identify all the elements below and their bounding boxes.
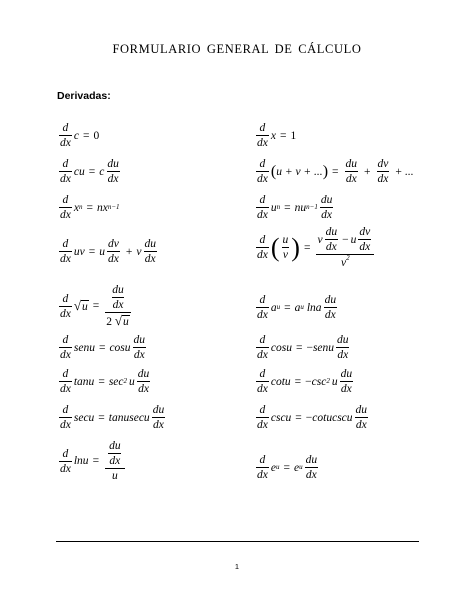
term: e — [270, 461, 276, 474]
denominator: dx — [305, 469, 317, 482]
formula-derivative-cosine — [254, 334, 352, 361]
term: 1 — [290, 129, 297, 142]
equals-sign: = — [88, 245, 96, 258]
numerator — [108, 284, 128, 312]
denominator: dx — [377, 173, 389, 186]
term: tanu — [73, 375, 95, 388]
derivative-fraction — [345, 158, 359, 185]
denominator: dx — [107, 253, 119, 266]
numerator: du — [337, 334, 349, 346]
derivative-fraction — [106, 158, 120, 185]
term: cosu — [109, 341, 131, 354]
minus-sign: − — [306, 341, 313, 354]
denominator: dx — [257, 209, 268, 222]
equals-sign: = — [92, 455, 100, 468]
term: cosu — [270, 341, 292, 354]
denominator — [316, 254, 374, 269]
exponent: u — [300, 302, 304, 311]
numerator: du — [144, 238, 156, 250]
denominator: dx — [355, 419, 367, 432]
operator-fraction — [256, 368, 269, 395]
exponent: u — [299, 462, 303, 471]
numerator: d — [259, 294, 266, 306]
numerator: d — [62, 158, 69, 170]
minus-sign: − — [305, 411, 313, 424]
equals-sign: = — [98, 341, 106, 354]
term: lnu — [73, 455, 89, 468]
operator-fraction — [59, 368, 72, 395]
term: uv — [73, 245, 85, 258]
denominator: dx — [257, 349, 268, 362]
numerator: du — [133, 334, 146, 346]
term: senu — [312, 341, 335, 354]
denominator: dx — [60, 307, 71, 320]
minus-sign: − — [305, 375, 312, 388]
left-paren: ( — [270, 232, 280, 262]
denominator — [105, 312, 131, 328]
operator-fraction — [59, 238, 72, 265]
page-number: 1 — [234, 562, 240, 571]
denominator: dx — [257, 383, 268, 396]
term: sec — [108, 375, 124, 388]
denominator: dx — [133, 349, 145, 362]
term: u — [129, 375, 135, 388]
equals-sign: = — [98, 375, 105, 388]
denominator: dx — [257, 249, 268, 261]
term: v — [341, 256, 347, 269]
equals-sign: = — [332, 165, 339, 178]
exponent: u — [276, 302, 281, 311]
denominator: dx — [257, 173, 268, 186]
operator-fraction — [256, 194, 269, 221]
equals-sign: = — [82, 129, 90, 142]
denominator: dx — [345, 173, 357, 186]
numerator: d — [259, 454, 266, 466]
quotient-rule-fraction — [316, 226, 374, 269]
denominator: dx — [321, 209, 333, 222]
term: u — [99, 245, 105, 258]
plus-sign: + — [364, 165, 371, 178]
numerator: du — [340, 368, 353, 380]
formula-derivative-constant-multiple — [57, 158, 122, 185]
formula-derivative-cosecant — [254, 404, 370, 431]
numerator: du — [355, 404, 368, 416]
numerator: d — [62, 238, 69, 250]
equals-sign: = — [295, 411, 302, 424]
term: c — [73, 129, 79, 142]
equals-sign: = — [98, 411, 105, 424]
denominator: dx — [325, 241, 337, 254]
term: + ... — [395, 165, 414, 178]
term: x — [270, 129, 276, 142]
term: 2 — [106, 316, 112, 329]
term: cotu — [270, 375, 291, 388]
denominator: dx — [257, 137, 268, 150]
operator-fraction — [59, 293, 72, 320]
operator-fraction — [256, 234, 269, 261]
numerator: dv — [359, 226, 371, 238]
numerator: d — [259, 194, 266, 206]
denominator: dx — [60, 462, 71, 475]
term: nu — [294, 201, 307, 214]
formula-derivative-cotangent — [254, 368, 355, 395]
sqrt-symbol: √ — [73, 298, 81, 314]
formula-derivative-power-x — [57, 194, 120, 221]
equals-sign: = — [295, 341, 303, 354]
formula-derivative-x — [254, 122, 296, 149]
equals-sign: = — [303, 241, 311, 254]
equals-sign: = — [284, 201, 291, 214]
term: u — [350, 233, 357, 246]
derivative-fraction — [143, 238, 157, 265]
equals-sign: = — [88, 165, 96, 178]
plus-sign: + — [125, 245, 133, 258]
term: senu — [73, 341, 95, 354]
numerator: d — [259, 334, 266, 346]
numerator: d — [259, 122, 266, 134]
numerator: d — [62, 334, 69, 346]
denominator: dx — [337, 349, 349, 362]
numerator: du — [305, 454, 318, 466]
quotient-fraction — [282, 234, 290, 261]
term: e — [293, 461, 300, 474]
formula-derivative-quotient — [254, 226, 376, 269]
numerator: du — [137, 368, 150, 380]
operator-fraction — [256, 158, 269, 185]
derivative-fraction — [152, 404, 166, 431]
denominator: dx — [257, 309, 268, 322]
term: cu — [73, 165, 85, 178]
derivative-fraction — [358, 226, 371, 253]
minus-sign: − — [342, 233, 349, 246]
term: cscu — [270, 411, 292, 424]
operator-fraction — [59, 194, 72, 221]
denominator: dx — [112, 299, 124, 312]
derivative-fraction — [340, 368, 354, 395]
numerator: du — [320, 194, 333, 206]
numerator: du — [325, 226, 338, 238]
denominator: dx — [60, 383, 71, 396]
numerator: dv — [107, 238, 119, 250]
derivative-fraction — [377, 158, 390, 185]
formula-derivative-sine — [57, 334, 148, 361]
exponent: 2 — [123, 376, 127, 385]
derivative-fraction — [355, 404, 369, 431]
derivative-fraction — [137, 368, 151, 395]
exponent: n−1 — [107, 202, 120, 211]
page-title: FORMULARIO GENERAL DE CÁLCULO — [112, 42, 362, 56]
operator-fraction — [256, 404, 269, 431]
numerator: du — [112, 284, 124, 296]
numerator: d — [62, 122, 69, 134]
exponent: u — [275, 462, 280, 471]
denominator: dx — [257, 469, 268, 482]
denominator: dx — [340, 383, 352, 396]
denominator: dx — [257, 419, 268, 432]
formula-derivative-natural-log — [57, 440, 127, 482]
operator-fraction — [59, 334, 72, 361]
formula-derivative-exponential-e — [254, 454, 320, 481]
section-heading: Derivadas: — [57, 90, 111, 102]
numerator: du — [152, 404, 165, 416]
denominator: dx — [109, 455, 121, 468]
denominator: dx — [107, 173, 119, 186]
exponent: 2 — [326, 376, 330, 385]
derivative-fraction — [107, 238, 120, 265]
denominator: dx — [60, 419, 71, 432]
numerator: d — [62, 368, 69, 380]
operator-fraction — [59, 448, 72, 475]
derivative-fraction — [336, 334, 350, 361]
term: lna — [306, 301, 322, 314]
term: u — [331, 375, 338, 388]
exponent: n−1 — [306, 202, 318, 211]
denominator: dx — [359, 241, 371, 254]
derivative-fraction — [133, 334, 147, 361]
formula-derivative-sum — [254, 158, 417, 185]
numerator: u — [282, 233, 289, 246]
formula-derivative-sqrt — [57, 284, 133, 328]
numerator: d — [259, 368, 266, 380]
numerator: d — [62, 404, 69, 416]
equals-sign: = — [294, 375, 302, 388]
formula-derivative-product — [57, 238, 159, 265]
term: secu — [73, 411, 95, 424]
equals-sign: = — [279, 129, 287, 142]
denominator: v — [282, 249, 288, 261]
derivative-fraction — [111, 284, 125, 311]
numerator — [316, 226, 374, 254]
denominator: u — [105, 468, 125, 482]
term: v — [317, 233, 323, 246]
term: v — [136, 245, 142, 258]
log-rule-fraction — [105, 440, 125, 482]
term: a — [294, 301, 301, 314]
formula-derivative-tangent — [57, 368, 152, 395]
term: nx — [96, 201, 108, 214]
term: tanusecu — [108, 411, 150, 424]
numerator: d — [62, 194, 69, 206]
equals-sign: = — [284, 301, 291, 314]
numerator: du — [107, 158, 119, 170]
term: u — [270, 201, 277, 214]
formula-derivative-constant — [57, 122, 99, 149]
operator-fraction — [256, 122, 269, 149]
term: u + v + ... — [276, 165, 323, 178]
denominator: dx — [60, 137, 71, 150]
radicand: u — [82, 300, 88, 313]
derivative-fraction — [320, 194, 334, 221]
numerator: dv — [377, 158, 389, 170]
denominator: dx — [60, 209, 71, 222]
denominator: dx — [324, 309, 336, 322]
equals-sign: = — [92, 300, 100, 313]
operator-fraction — [59, 158, 72, 185]
denominator: dx — [60, 173, 71, 186]
numerator: d — [62, 447, 69, 460]
denominator: dx — [60, 349, 71, 362]
numerator: du — [109, 440, 121, 452]
denominator: dx — [138, 383, 149, 396]
numerator: d — [259, 404, 266, 416]
exponent: n — [78, 202, 83, 211]
numerator: d — [259, 233, 266, 246]
numerator: d — [62, 292, 69, 305]
right-paren: ) — [291, 232, 300, 262]
term: cotucscu — [312, 411, 353, 424]
derivative-fraction — [305, 454, 319, 481]
operator-fraction — [59, 404, 72, 431]
term: 0 — [93, 129, 100, 142]
right-paren: ) — [322, 162, 329, 180]
derivative-fraction — [108, 440, 122, 467]
formula-derivative-exponential-a — [254, 294, 339, 321]
denominator: dx — [60, 253, 71, 266]
formula-derivative-secant — [57, 404, 167, 431]
term: x — [73, 201, 79, 214]
derivative-fraction — [325, 226, 339, 253]
exponent: n — [276, 202, 281, 211]
numerator: du — [324, 294, 337, 306]
footer-divider — [56, 541, 419, 542]
derivative-fraction — [324, 294, 338, 321]
operator-fraction — [256, 334, 269, 361]
sqrt-rule-fraction — [105, 284, 131, 328]
term: a — [270, 301, 277, 314]
numerator: d — [259, 158, 266, 170]
denominator: dx — [153, 419, 164, 432]
left-paren: ( — [270, 162, 277, 180]
term: csc — [311, 375, 327, 388]
operator-fraction — [59, 122, 72, 149]
radicand: u — [123, 316, 129, 329]
numerator — [105, 440, 125, 468]
exponent: 2 — [346, 254, 350, 263]
equals-sign: = — [283, 461, 290, 474]
operator-fraction — [256, 294, 269, 321]
denominator: dx — [144, 253, 156, 266]
numerator: du — [345, 158, 358, 170]
equals-sign: = — [86, 201, 93, 214]
formula-derivative-power-u — [254, 194, 335, 221]
sqrt-symbol: √ — [114, 313, 123, 329]
operator-fraction — [256, 454, 269, 481]
term: c — [99, 165, 105, 178]
